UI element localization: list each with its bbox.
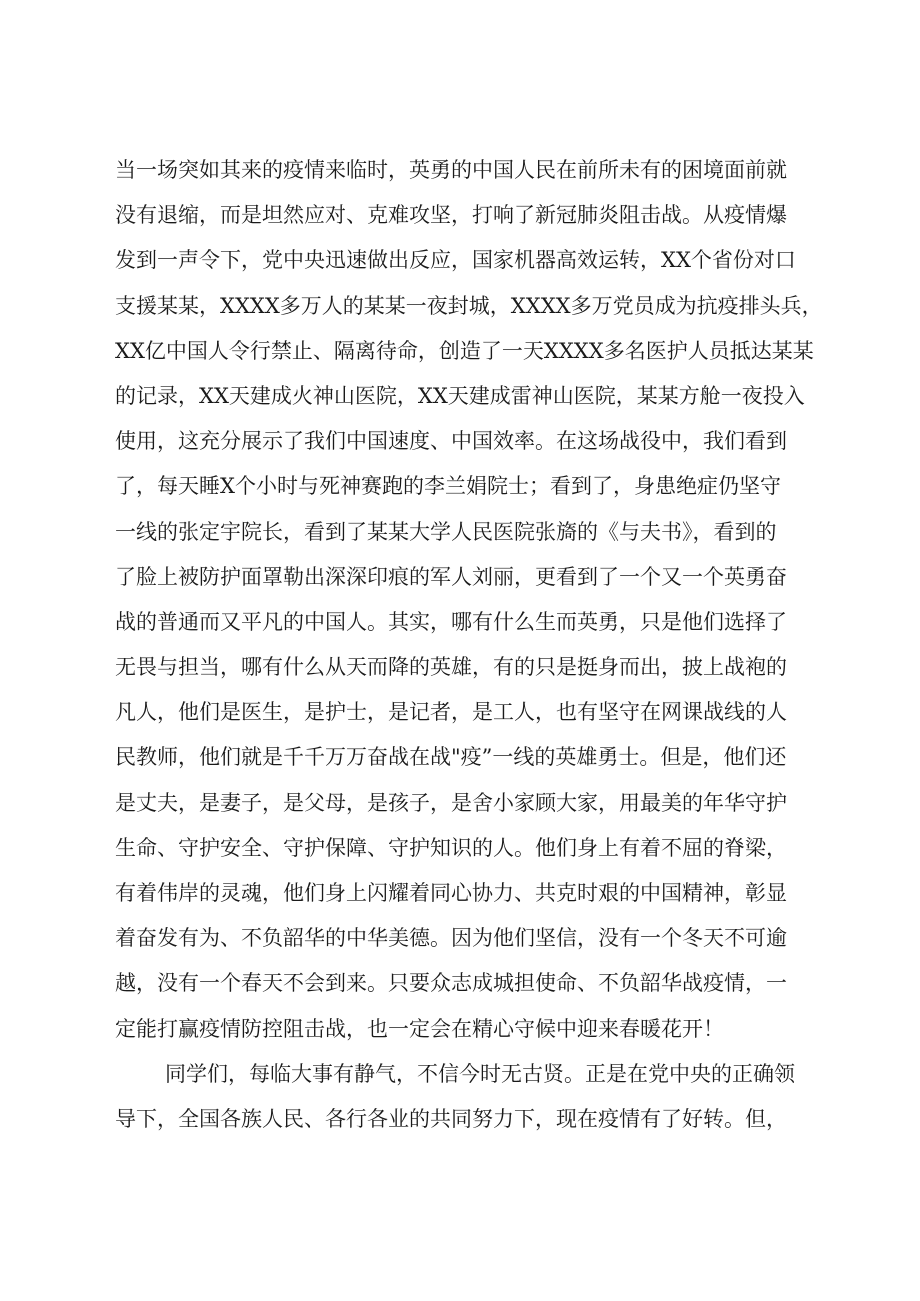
text-line: 了脸上被防护面罩勒出深深印痕的军人刘丽，更看到了一个又一个英勇奋 bbox=[115, 564, 787, 589]
text-line: 定能打赢疫情防控阻击战，也一定会在精心守候中迎来春暖花开！ bbox=[115, 1016, 724, 1041]
document-body bbox=[115, 148, 835, 1142]
text-line: 同学们，每临大事有静气，不信今时无古贤。正是在党中央的正确领 bbox=[165, 1061, 795, 1086]
text-line: 凡人，他们是医生，是护士，是记者，是工人，也有坚守在网课战线的人 bbox=[115, 700, 787, 725]
text-line: 的记录，XX天建成火神山医院，XX天建成雷神山医院，某某方舱一夜投入 bbox=[115, 383, 805, 408]
text-line: 有着伟岸的灵魂，他们身上闪耀着同心协力、共克时艰的中国精神，彰显 bbox=[115, 881, 787, 905]
text-line: 一线的张定宇院长，看到了某某大学人民医院张旖的《与夫书》，看到的 bbox=[115, 519, 777, 544]
paragraph-2 bbox=[115, 1052, 835, 1142]
text-line: 了，每天睡X个小时与死神赛跑的李兰娟院士；看到了，身患绝症仍坚守 bbox=[115, 474, 781, 499]
text-line: 无畏与担当，哪有什么从天而降的英雄，有的只是挺身而出，披上战袍的 bbox=[115, 655, 787, 680]
text-line: 是丈夫，是妻子，是父母，是孩子，是舍小家顾大家，用最美的年华守护 bbox=[115, 790, 787, 815]
text-line: 导下，全国各族人民、各行各业的共同努力下，现在疫情有了好转。但， bbox=[115, 1106, 787, 1131]
text-line: 民教师，他们就是千千万万奋战在战"疫”一线的英雄勇士。但是，他们还 bbox=[115, 745, 787, 770]
text-line: 支援某某，XXXX多万人的某某一夜封城，XXXX多万党员成为抗疫排头兵， bbox=[115, 293, 823, 318]
text-line: 没有退缩，而是坦然应对、克难攻坚，打响了新冠肺炎阻击战。从疫情爆 bbox=[115, 203, 787, 228]
text-line: 战的普通而又平凡的中国人。其实，哪有什么生而英勇，只是他们选择了 bbox=[115, 609, 787, 634]
text-line: 发到一声令下，党中央迅速做出反应，国家机器高效运转，XX个省份对口 bbox=[115, 248, 796, 273]
text-line: 生命、守护安全、守护保障、守护知识的人。他们身上有着不屈的脊梁， bbox=[115, 835, 787, 860]
paragraph-1 bbox=[115, 148, 835, 1052]
text-line: 当一场突如其来的疫情来临时，英勇的中国人民在前所未有的困境面前就 bbox=[115, 158, 787, 182]
text-line: 使用，这充分展示了我们中国速度、中国效率。在这场战役中，我们看到 bbox=[115, 429, 787, 454]
text-line: 着奋发有为、不负韶华的中华美德。因为他们坚信，没有一个冬天不可逾 bbox=[115, 926, 787, 951]
text-line: XX亿中国人令行禁止、隔离待命，创造了一天XXXX多名医护人员抵达某某 bbox=[115, 338, 814, 363]
text-line: 越，没有一个春天不会到来。只要众志成城担使命、不负韶华战疫情，一 bbox=[115, 971, 787, 996]
